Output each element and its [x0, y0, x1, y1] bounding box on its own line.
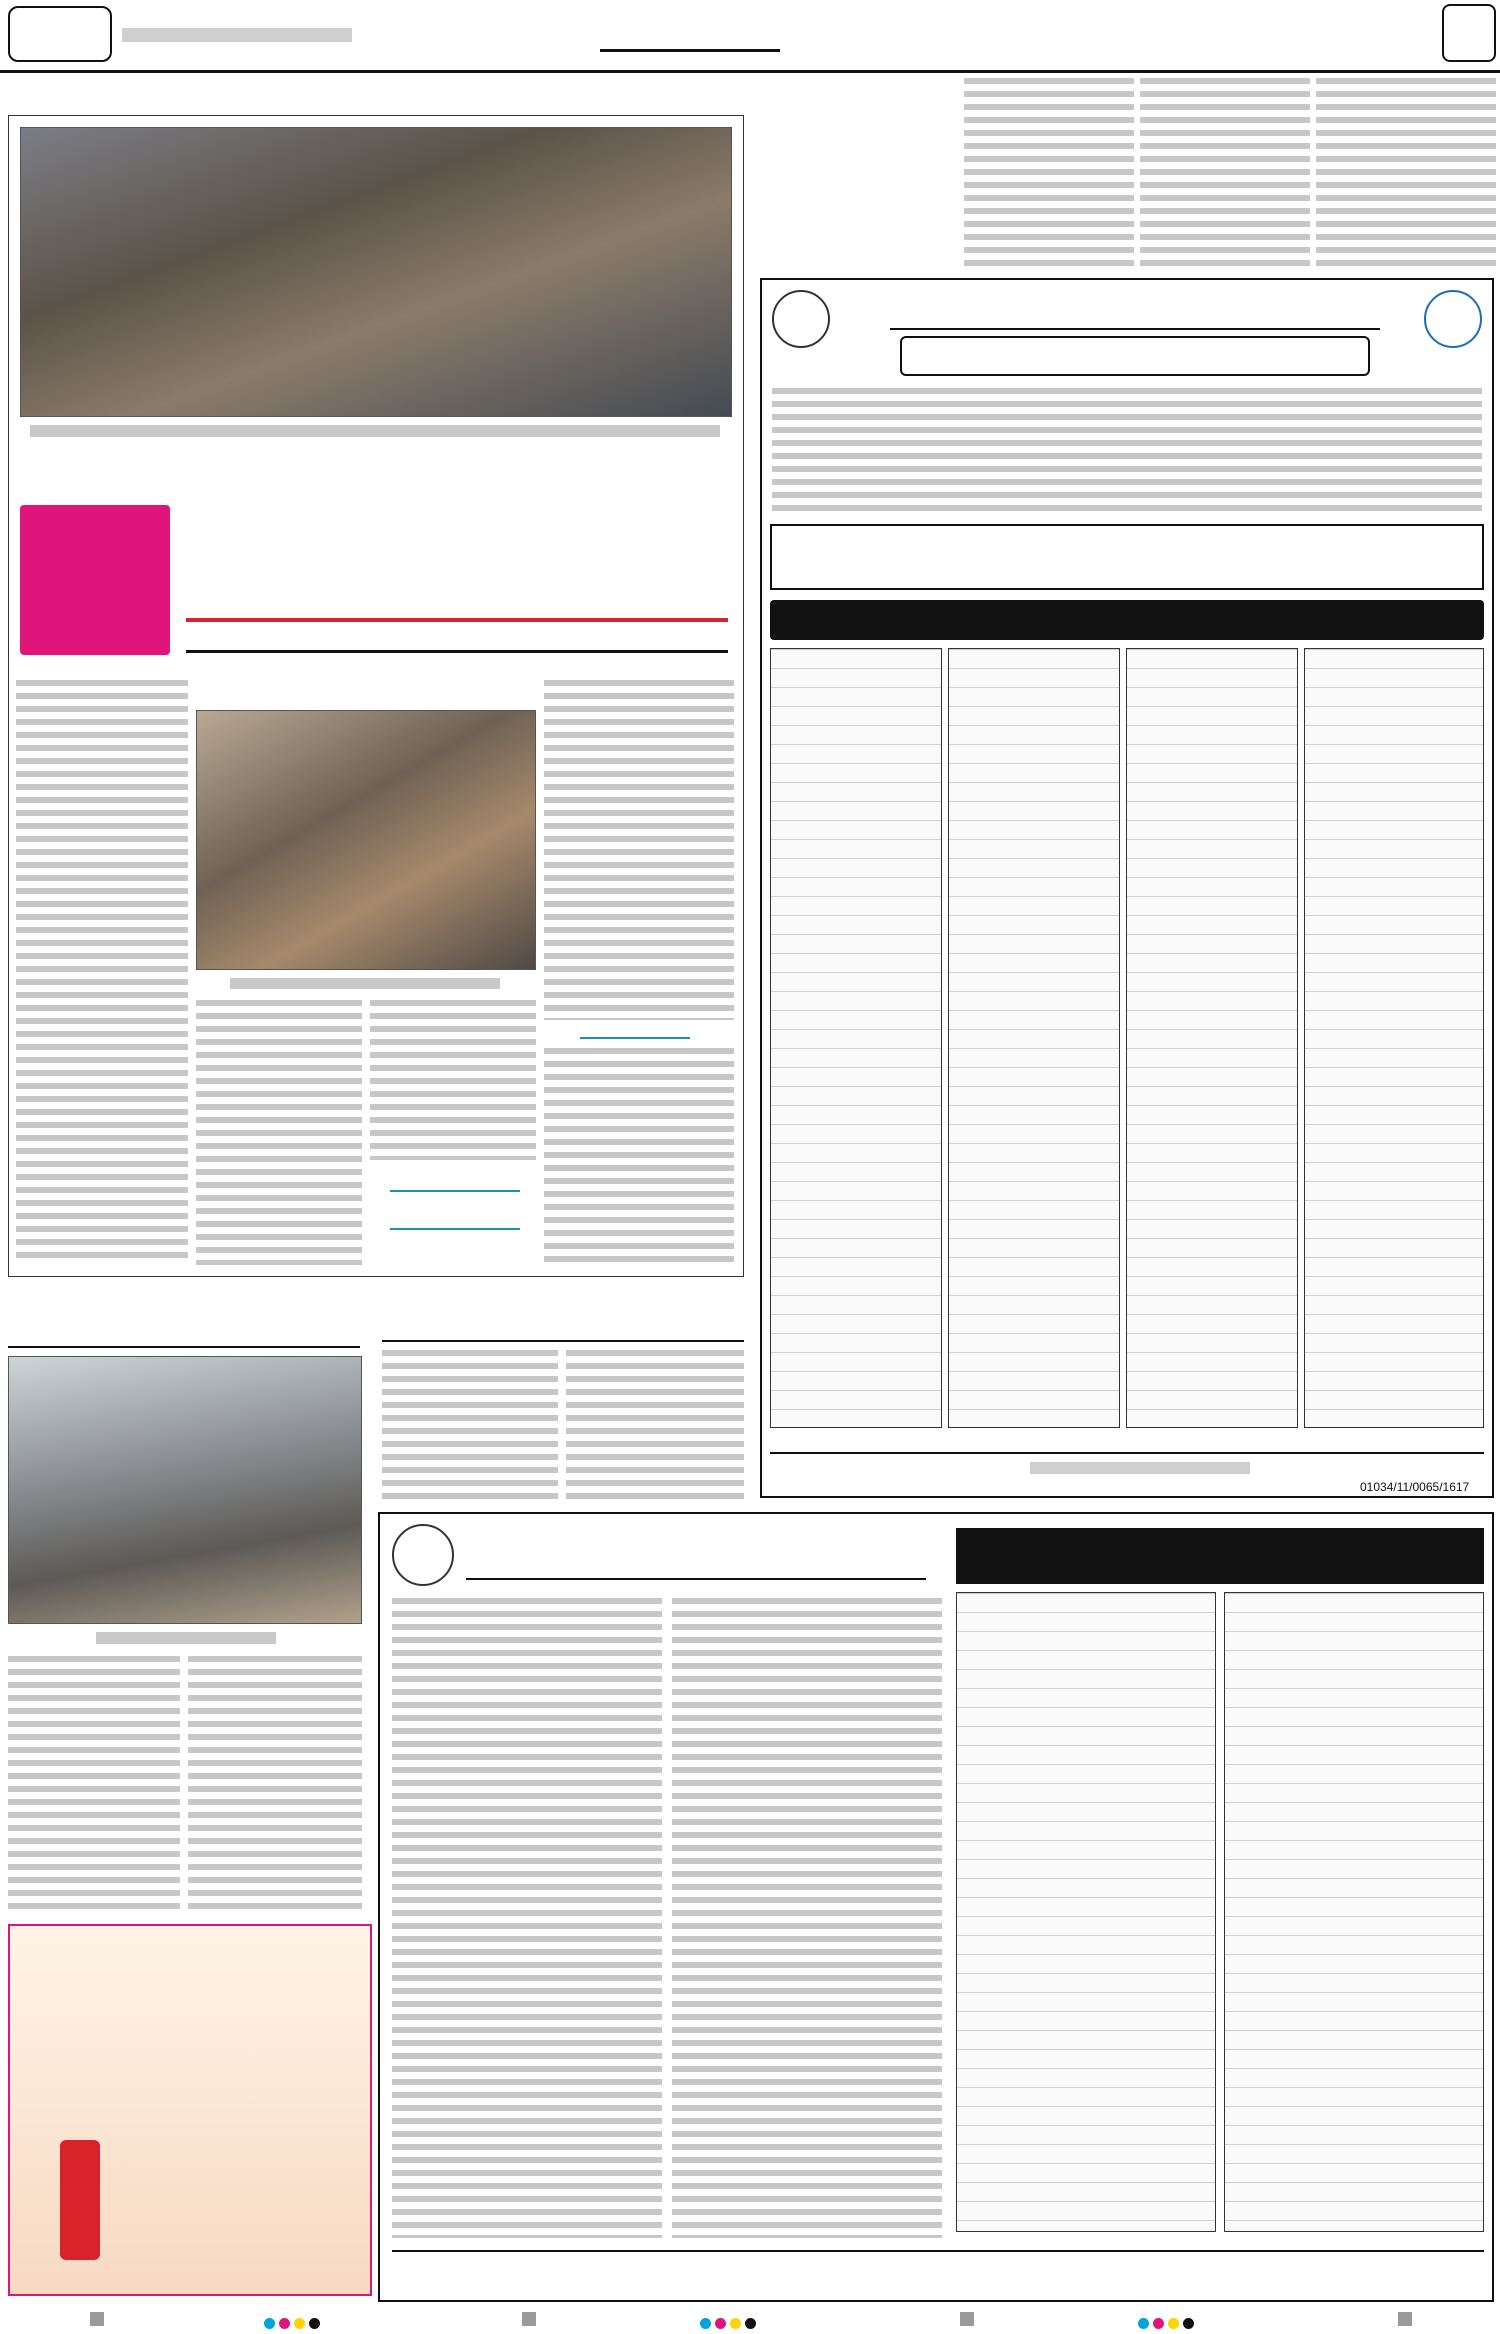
masthead-rule: [0, 70, 1500, 73]
agri-ad-issuer: [1030, 1462, 1250, 1474]
lead-story-text-col-1: [16, 680, 188, 1265]
premium-table-title: [956, 1528, 1484, 1584]
insurance-footer-band: [392, 2250, 1484, 2290]
yellow-dot: [730, 2318, 741, 2329]
registration-square-1: [90, 2312, 104, 2326]
crowd-photo-caption: [30, 425, 720, 437]
page-number-badge: [1442, 4, 1496, 62]
magenta-dot: [1153, 2318, 1164, 2329]
farmers-text-col-2: [188, 1656, 362, 1916]
magenta-dot: [715, 2318, 726, 2329]
registration-dots-2: [700, 2314, 760, 2326]
cyan-dot: [1138, 2318, 1149, 2329]
registration-square-3: [960, 2312, 974, 2326]
agri-ad-ref: 01034/11/0065/1617: [1360, 1480, 1470, 1494]
patients-photo: [196, 710, 536, 970]
insurance-text-col-1: [392, 1598, 662, 2238]
hospital-list-banner: [770, 600, 1484, 640]
scheme-logo: [1424, 290, 1482, 348]
scheme-subtitle-band: [900, 336, 1370, 376]
lead-headline-underline: [186, 650, 728, 653]
scheme-title: [890, 288, 1380, 330]
theft-text-col-1: [382, 1350, 558, 1500]
hospital-list-col-2: [948, 648, 1120, 1428]
newspaper-logo: [8, 6, 112, 62]
black-dot: [309, 2318, 320, 2329]
premium-table-right: [1224, 1592, 1484, 2232]
byline-slug: [390, 1190, 520, 1230]
land-scam-text-col-3: [1316, 78, 1496, 268]
hospital-list-col-3: [1126, 648, 1298, 1428]
govt-emblem: [772, 290, 830, 348]
hospital-list-col-4: [1304, 648, 1484, 1428]
lead-headline: [186, 510, 728, 622]
black-dot: [745, 2318, 756, 2329]
scheme-notice-text: [772, 388, 1482, 518]
lead-story-text-col-4: [544, 680, 734, 1020]
crowd-photo: [20, 127, 732, 417]
edition-dateline: [122, 28, 352, 42]
lead-story-text-col-2: [196, 1000, 362, 1265]
lead-story-text-col-5: [544, 1048, 734, 1265]
insurance-text-col-2: [672, 1598, 942, 2238]
waiting-room-photo: [8, 1356, 362, 1624]
theft-text-col-2: [566, 1350, 744, 1500]
black-dot: [1183, 2318, 1194, 2329]
cyan-dot: [264, 2318, 275, 2329]
registration-square-2: [522, 2312, 536, 2326]
premium-table-left: [956, 1592, 1216, 2232]
farmers-text-col-1: [8, 1656, 180, 1916]
insurance-emblem: [392, 1524, 454, 1586]
farmers-headline: [8, 1300, 360, 1348]
kicker-panel: [20, 505, 170, 655]
patients-photo-caption: [230, 978, 500, 989]
registration-square-4: [1398, 2312, 1412, 2326]
helpline-box: [770, 524, 1484, 590]
section-title: [600, 10, 780, 52]
agri-ad-footer-rule: [770, 1452, 1484, 1454]
land-scam-headline: [760, 128, 960, 258]
registration-dots-1: [264, 2314, 324, 2326]
hospital-list-col-1: [770, 648, 942, 1428]
land-scam-text-col-1: [964, 78, 1134, 268]
waiting-room-caption: [96, 1632, 276, 1644]
subhead-slug: [580, 1025, 690, 1039]
yellow-dot: [1168, 2318, 1179, 2329]
lead-story-text-col-3: [370, 1000, 536, 1160]
magenta-dot: [279, 2318, 290, 2329]
theft-headline: [382, 1300, 744, 1342]
cyan-dot: [700, 2318, 711, 2329]
insurance-title: [466, 1530, 926, 1580]
masthead: [0, 0, 1500, 68]
yellow-dot: [294, 2318, 305, 2329]
registration-dots-3: [1138, 2314, 1198, 2326]
oil-ad-bottle: [60, 2140, 100, 2260]
land-scam-text-col-2: [1140, 78, 1310, 268]
